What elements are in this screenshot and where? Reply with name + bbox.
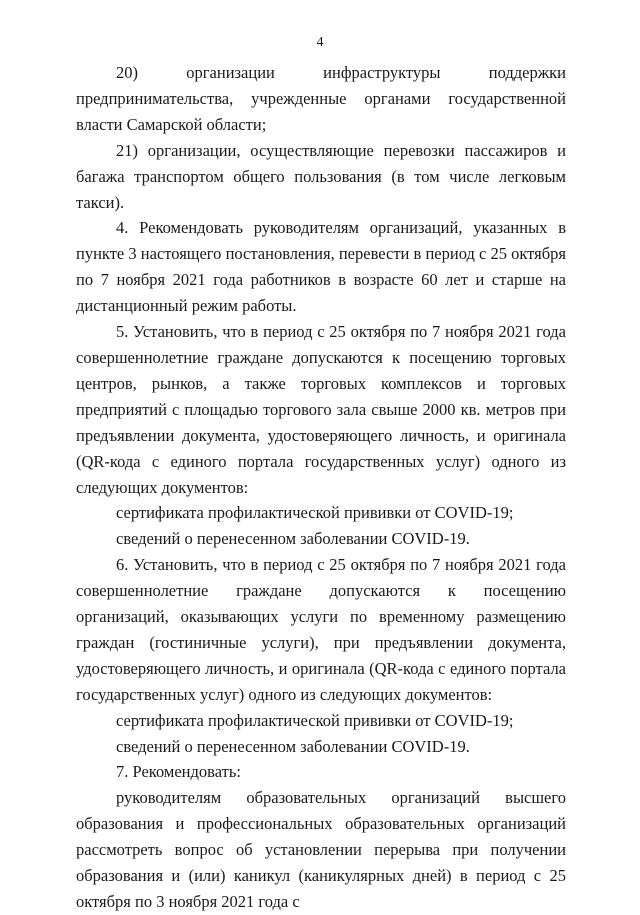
paragraph-item-20: 20) организации инфраструктуры поддержки предпринимательства, учрежденные органами государственной власти Самарской области;	[76, 63, 566, 134]
paragraph-clause-6: 6. Установить, что в период с 25 октября по 7 ноября 2021 года совершеннолетние граждане допускаются к посещению организаций, оказывающих услуги по временному размещению граждан (гостиничные услуги), при предъявлении документа, удостоверяющего личность, и оригинала (QR-кода с единого портала государственных услуг) одного из следующих документов:	[76, 555, 566, 704]
paragraph-recovery-info-2: сведений о перенесенном заболевании COVID-19.	[116, 736, 470, 756]
paragraph-clause-7: 7. Рекомендовать:	[116, 762, 241, 782]
paragraph-education-recommendation: руководителям образовательных организаций высшего образования и профессиональных образовательных организаций рассмотреть вопрос об установлении перерыва при получении образования и (или) каникул (каникулярных дней) в период с 25 октября по 3 ноября 2021 года с	[76, 788, 566, 911]
paragraph-recovery-info: сведений о перенесенном заболевании COVID-19.	[116, 529, 470, 549]
paragraph-item-21: 21) организации, осуществляющие перевозки пассажиров и багажа транспортом общего пользования (в том числе легковым такси).	[76, 140, 566, 212]
document-body	[76, 60, 566, 915]
page-number: 4	[316, 35, 324, 50]
paragraph-clause-5: 5. Установить, что в период с 25 октября по 7 ноября 2021 года совершеннолетние граждане допускаются к посещению торговых центров, рынков, а также торговых комплексов и торговых предприятий с площадью торгового зала свыше 2000 кв. метров при предъявлении документа, удостоверяющего личность, и оригинала (QR-кода с единого портала государственных услуг) одного из следующих документов:	[76, 322, 566, 497]
paragraph-vaccination-certificate: сертификата профилактической прививки от COVID-19;	[116, 503, 514, 523]
paragraph-clause-4: 4. Рекомендовать руководителям организаций, указанных в пункте 3 настоящего постановления, перевести в период с 25 октября по 7 ноября 2021 года работников в возрасте 60 лет и старше на дистанционный режим работы.	[76, 218, 566, 316]
paragraph-vaccination-certificate-2: сертификата профилактической прививки от COVID-19;	[116, 710, 514, 730]
